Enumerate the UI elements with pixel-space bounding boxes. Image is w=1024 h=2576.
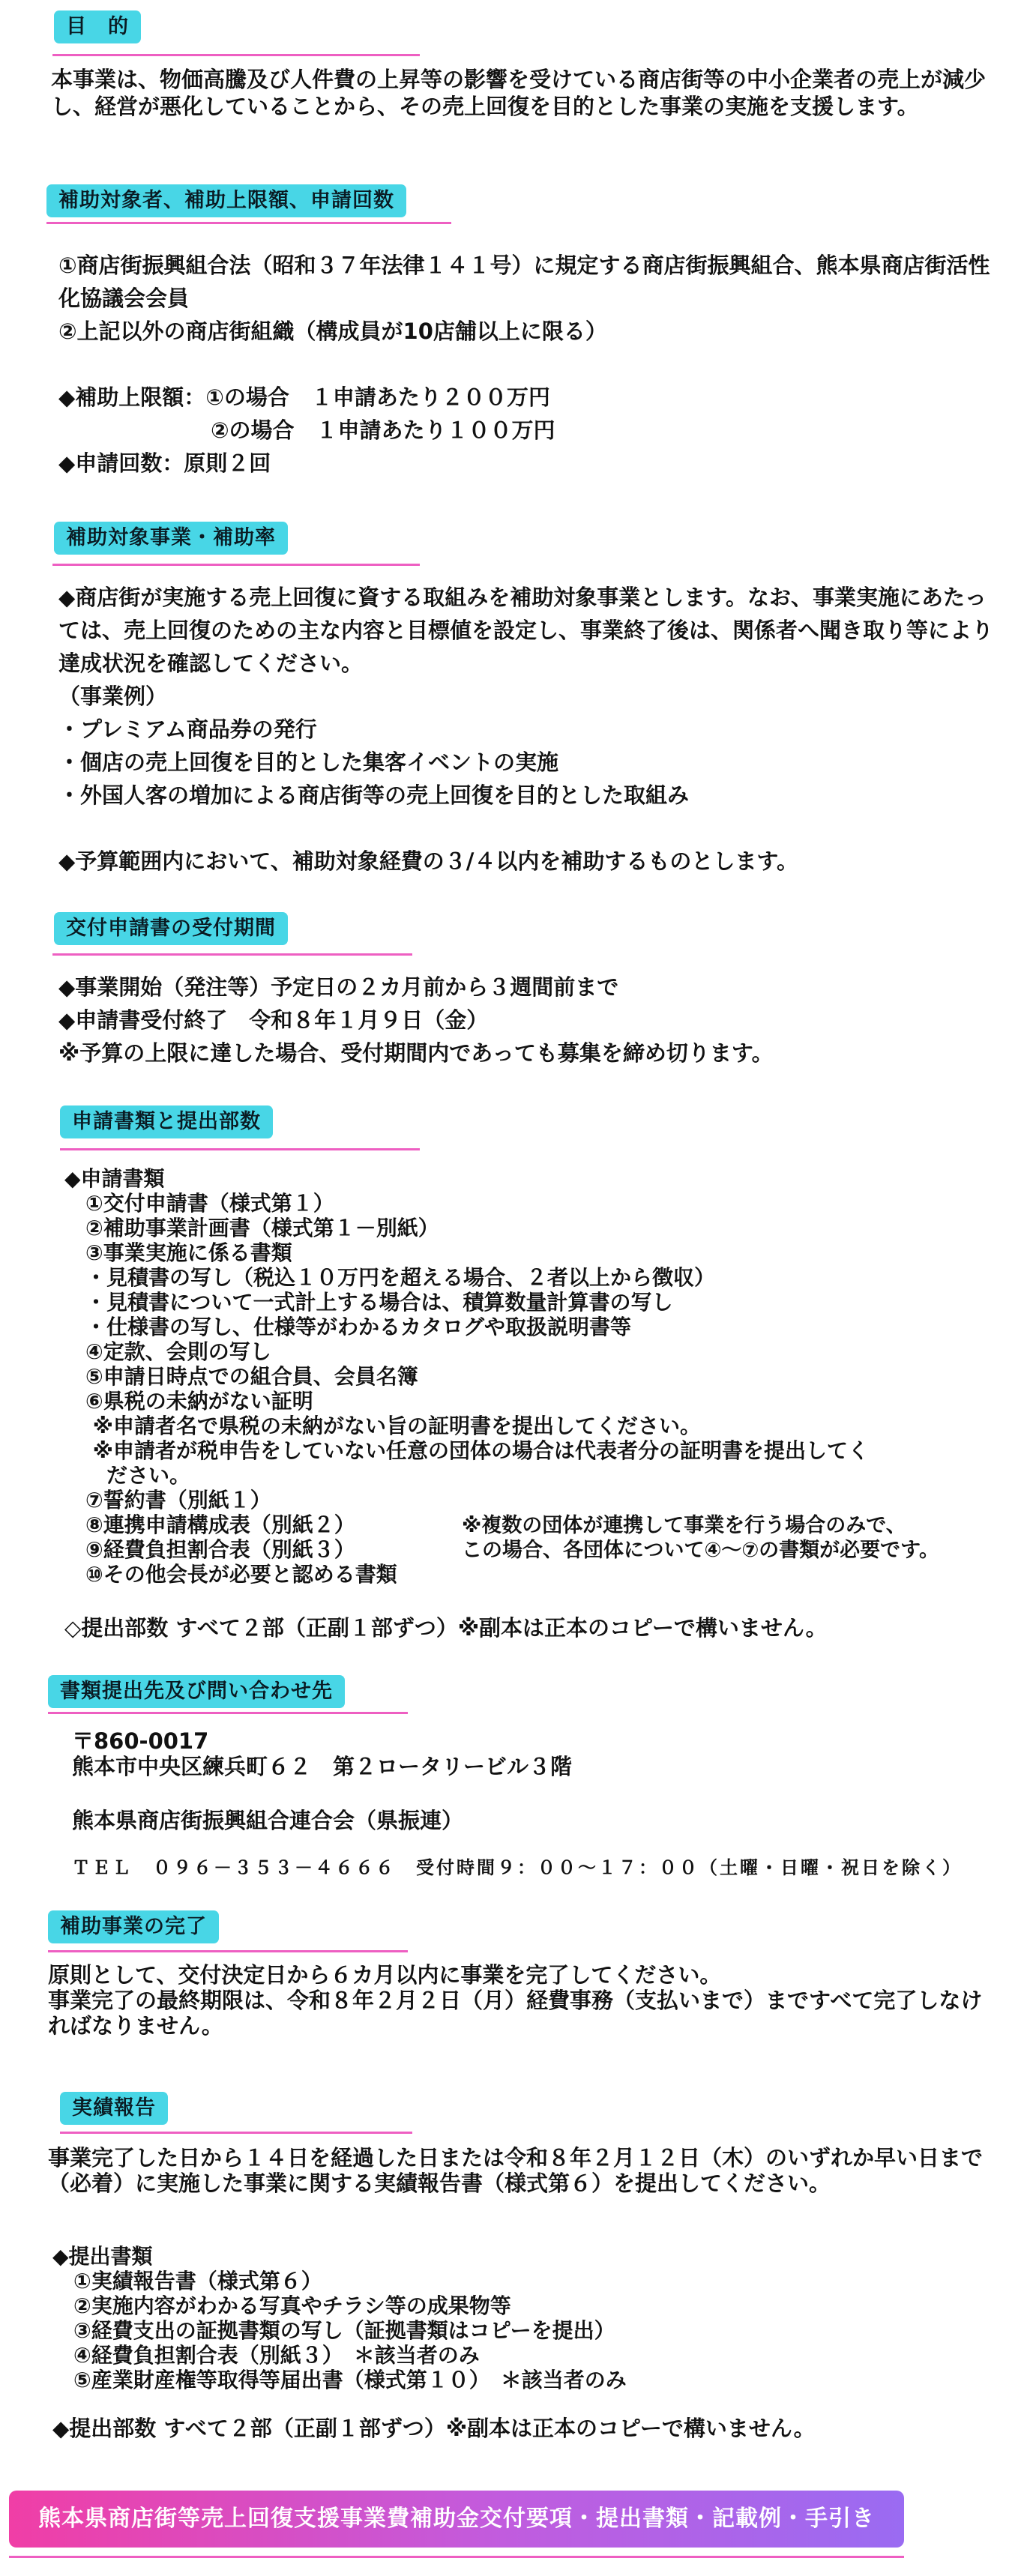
section-title-completion: 補助事業の完了 [48,1910,219,1943]
section-title-projects: 補助対象事業・補助率 [54,522,288,555]
section-title-documents: 申請書類と提出部数 [60,1105,273,1138]
section-title-report: 実績報告 [60,2092,168,2125]
eligibility-text: ①商店街振興組合法（昭和３７年法律１４１号）に規定する商店街振興組合、熊本県商店街活性化協議会会員 ②上記以外の商店街組織（構成員が10店舗以上に限る） ◆補助上限額：①の場合 １申請あたり２００万円 ②の場合 １申請あたり１００万円 ◆申請回数：原則２回 [58,253,990,476]
section-underline [48,1712,408,1714]
contact-address: 熊本市中央区練兵町６２ 第２ロータリービル３階 [72,1754,573,1779]
section-underline [48,1950,408,1952]
section-underline [60,1148,420,1150]
download-guidelines-button[interactable]: 熊本県商店街等売上回復支援事業費補助金交付要項・提出書類・記載例・手引き [9,2491,904,2548]
completion-text: 原則として、交付決定日から６カ月以内に事業を完了してください。 事業完了の最終期限は、令和８年２月２日（月）経費事務（支払いまで）まですべて完了しなければなりません。 [48,1962,983,2039]
documents-list: ◆申請書類 ①交付申請書（様式第１） ②補助事業計画書（様式第１－別紙） ③事業実施に係る書類 ・見積書の写し（税込１０万円を超える場合、２者以上から徴収） ・見積書について一式計上する場合は、積算数量計算書の写し ・仕様書の写し、仕様等がわかるカタログや取扱説明書等 ④定款、会則の写し ⑤申請日時点での組合員、会員名簿 ⑥県税の未納がない証明 ※申請者名で県税の未納がない旨の証明書を提出してください。 ※申請者が税申告をしていない任意の団体の場合は代表者分の証明書を提出してく ださい。 ⑦誓約書（別紙１） ⑧連携申請構成表（別紙２） ⑨経費負担割合表（別紙３） ⑩その他会長が必要と認める書類 [64,1166,869,1587]
contact-org: 熊本県商店街振興組合連合会（県振連） [72,1808,464,1833]
section-underline [52,953,412,956]
section-title-purpose: 目 的 [54,10,141,43]
section-underline [52,54,420,56]
report-text: 事業完了した日から１４日を経過した日または令和８年２月１２日（木）のいずれか早い日まで（必着）に実施した事業に関する実績報告書（様式第６）を提出してください。 [48,2145,984,2196]
documents-copies: ◇提出部数 すべて２部（正副１部ずつ）※副本は正本のコピーで構いません。 [64,1615,828,1641]
section-underline [46,222,451,224]
contact-tel: ＴＥＬ ０９６－３５３－４６６６ 受付時間９：００～１７：００（土曜・日曜・祝日を除く） [72,1857,963,1878]
documents-note: ※複数の団体が連携して事業を行う場合のみで、 この場合、各団体について④～⑦の書類が必要です。 [462,1514,940,1562]
period-text: ◆事業開始（発注等）予定日の２カ月前から３週間前まで ◆申請書受付終了 令和８年１月９日（金） ※予算の上限に達した場合、受付期間内であっても募集を締め切ります。 [58,974,774,1066]
projects-text: ◆商店街が実施する売上回復に資する取組みを補助対象事業とします。なお、事業実施にあたっては、売上回復のための主な内容と目標値を設定し、事業終了後は、関係者へ聞き取り等により達成状況を確認してください。 （事業例） ・プレミアム商品券の発行 ・個店の売上回復を目的とした集客イベントの実施 ・外国人客の増加による商店街等の売上回復を目的とした取組み ◆予算範囲内において、補助対象経費の３/４以内を補助するものとします。 [58,585,994,874]
contact-postal: 〒860-0017 [72,1728,209,1754]
section-title-eligibility: 補助対象者、補助上限額、申請回数 [46,184,406,217]
purpose-text: 本事業は、物価高騰及び人件費の上昇等の影響を受けている商店街等の中小企業者の売上が減少し、経営が悪化していることから、その売上回復を目的とした事業の実施を支援します。 [51,67,987,119]
section-title-period: 交付申請書の受付期間 [54,912,288,945]
section-underline [52,564,420,566]
section-title-contact: 書類提出先及び問い合わせ先 [48,1675,345,1708]
section-underline [60,2132,412,2134]
report-list: ◆提出書類 ①実績報告書（様式第６） ②実施内容がわかる写真やチラシ等の成果物等 ③経費支出の証拠書類の写し（証拠書類はコピーを提出） ④経費負担割合表（別紙３） ＊該当者のみ ⑤産業財産権等取得等届出書（様式第１０） ＊該当者のみ [52,2244,627,2392]
button-underline [9,2556,904,2558]
report-copies: ◆提出部数 すべて２部（正副１部ずつ）※副本は正本のコピーで構いません。 [52,2416,816,2441]
